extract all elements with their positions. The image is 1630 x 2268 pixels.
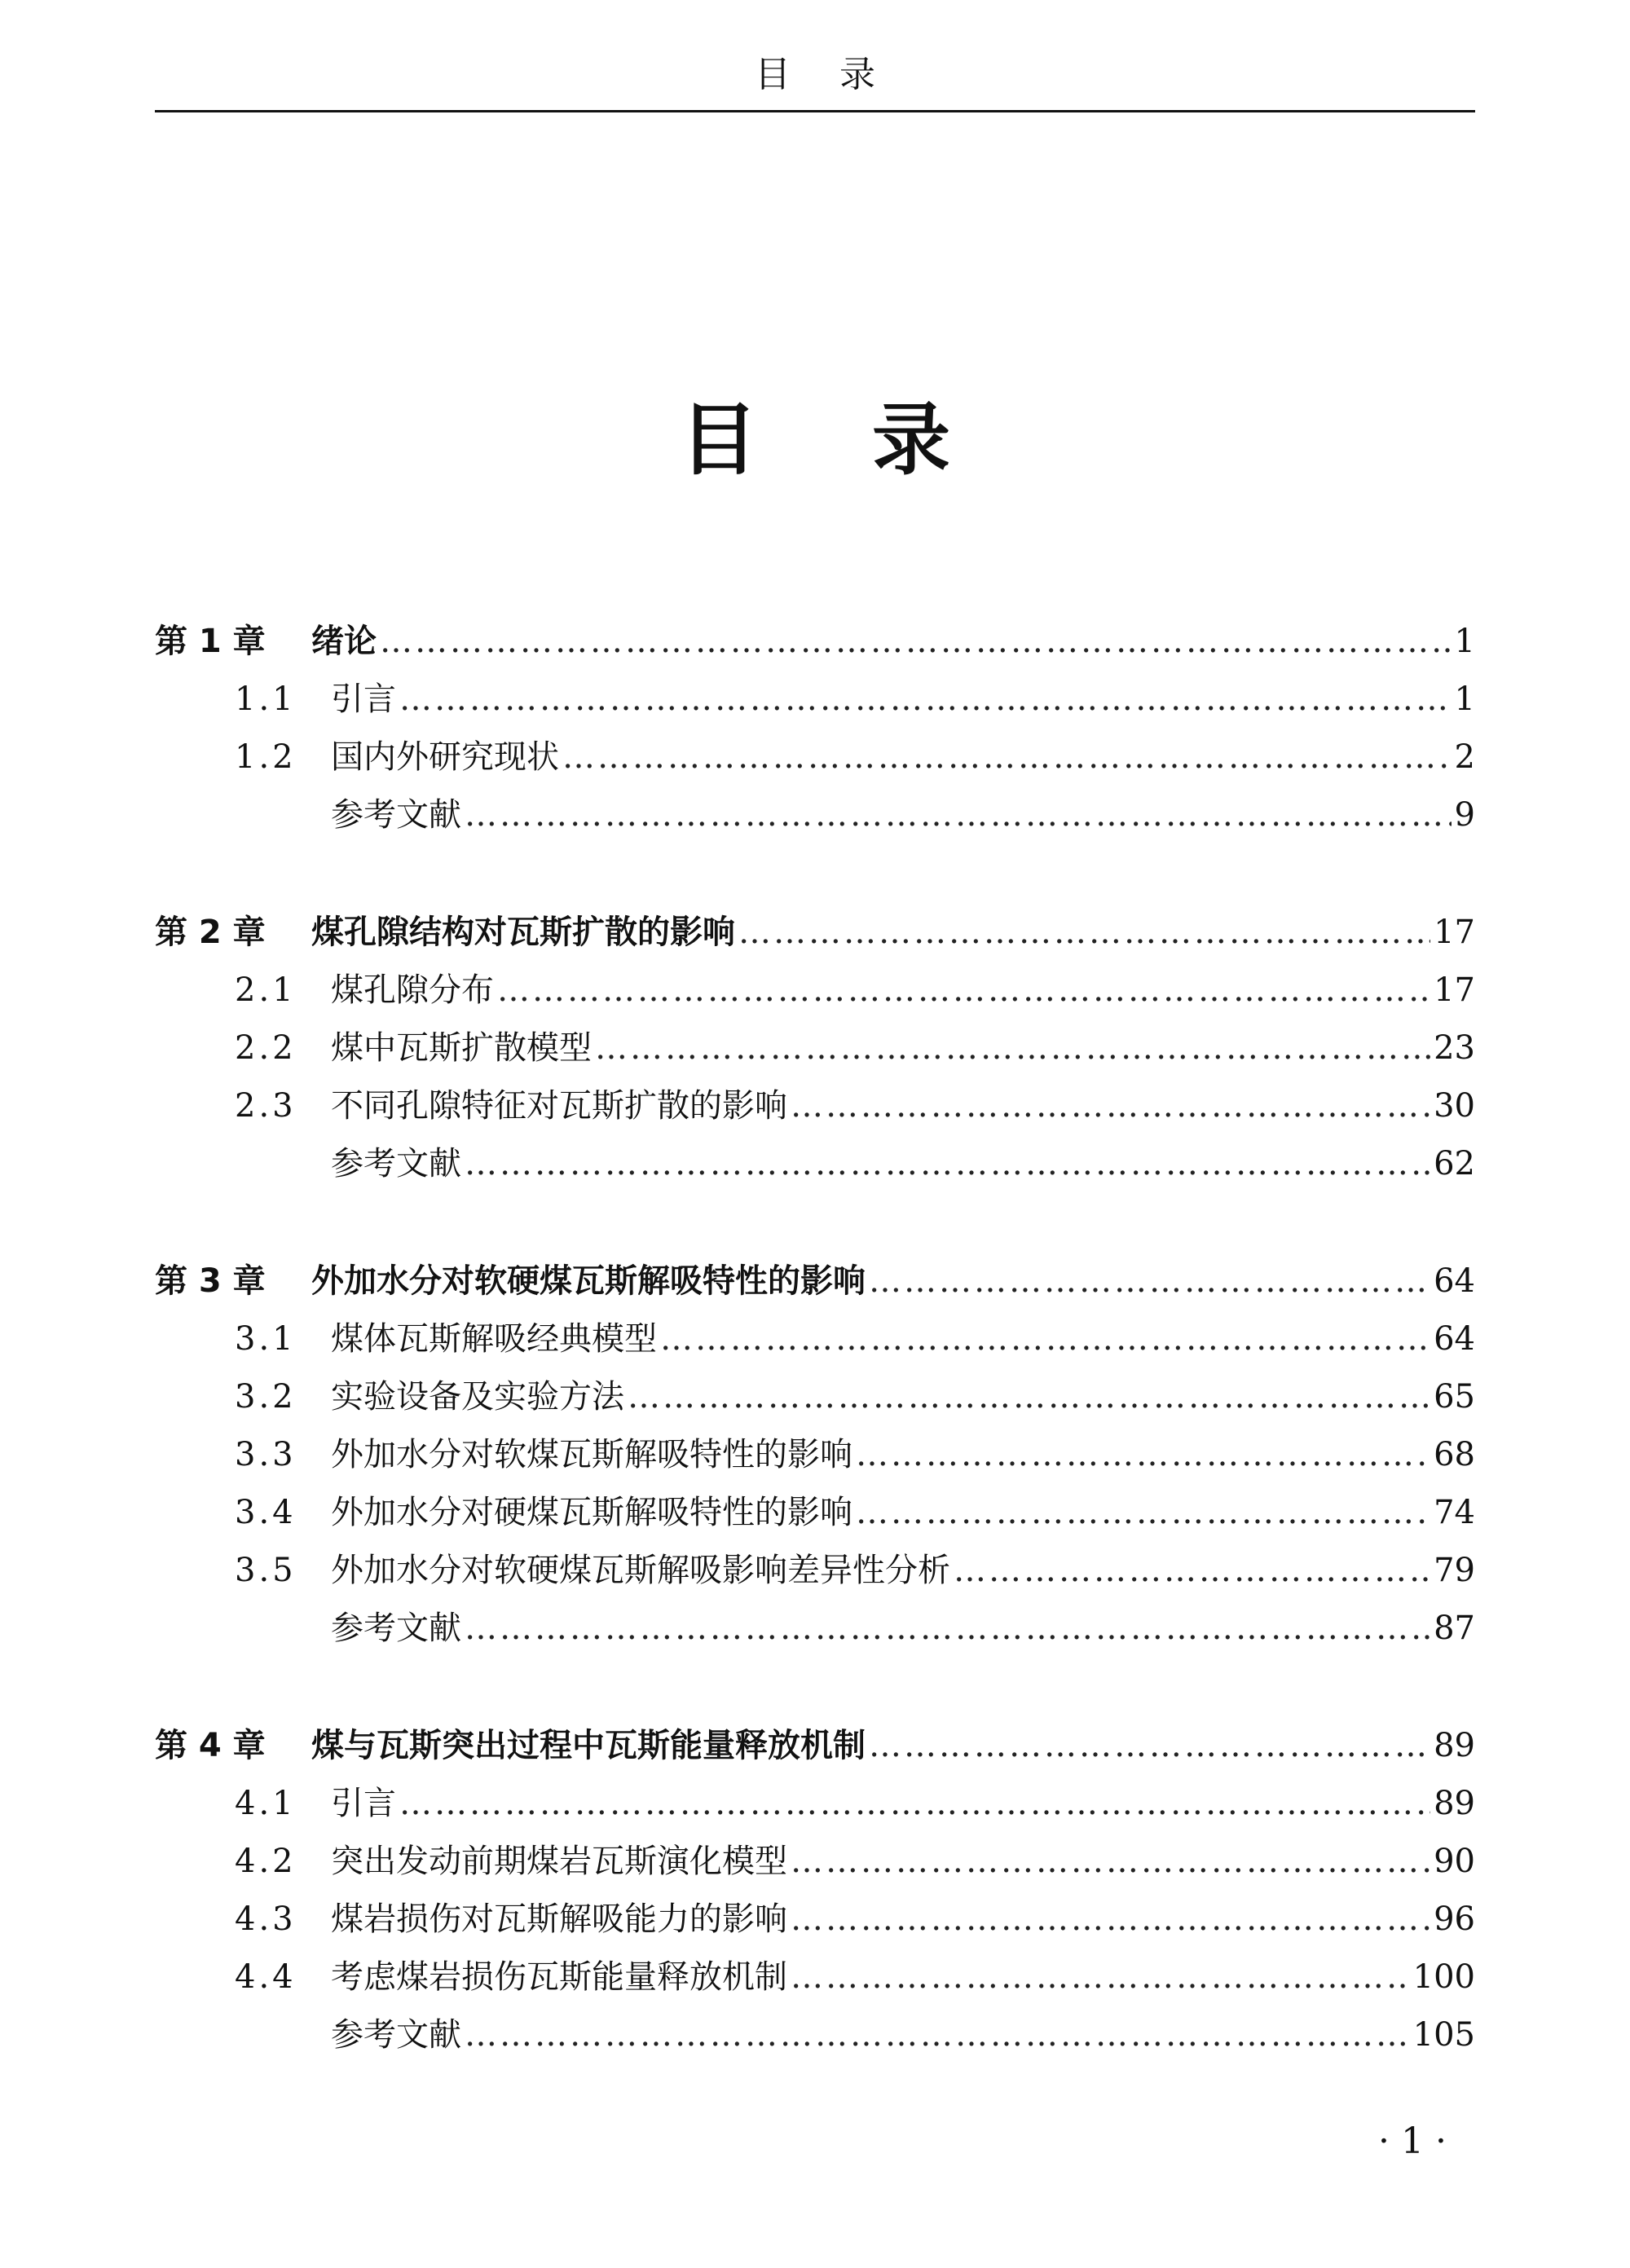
toc-section-entry-title: 煤孔隙分布 xyxy=(331,971,494,1009)
page-number: · 1 · xyxy=(1378,2120,1447,2162)
toc-section-entry-title: 参考文献 xyxy=(331,796,461,834)
leader-dots xyxy=(497,962,1430,1019)
toc-section-entry-page-number: 87 xyxy=(1434,1610,1475,1647)
toc-section-entry-number: 2.1 xyxy=(235,971,297,1009)
leader-dots xyxy=(869,1717,1430,1775)
table-of-contents xyxy=(155,613,1475,2124)
toc-section-entry-number: 4.2 xyxy=(235,1843,297,1880)
leader-dots xyxy=(791,1949,1410,2006)
toc-section-entry[interactable] xyxy=(155,1891,1475,1949)
toc-section-entry-page-number: 1 xyxy=(1454,680,1475,718)
toc-section-entry-number: 2.3 xyxy=(235,1087,297,1125)
toc-chapter-entry-page-number: 1 xyxy=(1454,623,1475,660)
toc-section-entry-title: 参考文献 xyxy=(331,1610,461,1647)
toc-section-entry[interactable] xyxy=(155,1600,1475,1658)
toc-section-entry-page-number: 79 xyxy=(1434,1552,1475,1589)
running-header: 目录 xyxy=(755,54,924,95)
leader-dots xyxy=(791,1891,1430,1949)
toc-section-entry-title: 实验设备及实验方法 xyxy=(331,1378,624,1416)
leader-dots xyxy=(399,1775,1430,1833)
leader-dots xyxy=(869,1253,1430,1310)
toc-section-entry-title: 外加水分对硬煤瓦斯解吸特性的影响 xyxy=(331,1494,852,1531)
toc-section-entry-title: 煤中瓦斯扩散模型 xyxy=(331,1029,592,1067)
toc-section-entry-page-number: 89 xyxy=(1434,1785,1475,1822)
toc-chapter-entry[interactable] xyxy=(155,1717,1475,1775)
toc-chapter-entry-page-number: 64 xyxy=(1434,1262,1475,1300)
toc-section-entry[interactable] xyxy=(155,2006,1475,2064)
leader-dots xyxy=(399,671,1452,729)
toc-chapter-group xyxy=(155,904,1475,1193)
toc-section-entry-number: 4.4 xyxy=(235,1958,297,1996)
toc-section-entry-page-number: 30 xyxy=(1434,1087,1475,1125)
toc-section-entry[interactable] xyxy=(155,1310,1475,1368)
leader-dots xyxy=(791,1077,1430,1135)
toc-chapter-entry-number: 第 3 章 xyxy=(155,1262,266,1300)
toc-section-entry-title: 引言 xyxy=(331,680,396,718)
leader-dots xyxy=(856,1484,1430,1542)
leader-dots xyxy=(856,1426,1430,1484)
toc-section-entry-page-number: 62 xyxy=(1434,1145,1475,1182)
toc-chapter-entry-page-number: 17 xyxy=(1434,914,1475,951)
toc-section-entry-page-number: 74 xyxy=(1434,1494,1475,1531)
toc-section-entry-page-number: 17 xyxy=(1434,971,1475,1009)
toc-chapter-entry-title: 煤孔隙结构对瓦斯扩散的影响 xyxy=(311,914,735,951)
leader-dots xyxy=(595,1019,1430,1077)
toc-section-entry-number: 3.1 xyxy=(235,1320,297,1358)
toc-chapter-entry-page-number: 89 xyxy=(1434,1727,1475,1764)
toc-chapter-entry-title: 煤与瓦斯突出过程中瓦斯能量释放机制 xyxy=(311,1727,866,1764)
header-rule xyxy=(155,110,1475,112)
toc-section-entry-page-number: 2 xyxy=(1454,738,1475,776)
toc-section-entry-page-number: 68 xyxy=(1434,1436,1475,1473)
toc-section-entry-page-number: 96 xyxy=(1434,1900,1475,1938)
toc-chapter-group xyxy=(155,613,1475,844)
toc-section-entry[interactable] xyxy=(155,1135,1475,1193)
toc-section-entry-number: 4.3 xyxy=(235,1900,297,1938)
toc-section-entry[interactable] xyxy=(155,1484,1475,1542)
toc-section-entry-title: 国内外研究现状 xyxy=(331,738,559,776)
toc-section-entry[interactable] xyxy=(155,786,1475,844)
leader-dots xyxy=(954,1542,1430,1600)
leader-dots xyxy=(738,904,1430,962)
toc-chapter-entry-number: 第 4 章 xyxy=(155,1727,266,1764)
leader-dots xyxy=(465,1135,1430,1193)
toc-section-entry-title: 突出发动前期煤岩瓦斯演化模型 xyxy=(331,1843,787,1880)
toc-chapter-entry-title: 绪论 xyxy=(311,623,377,660)
toc-section-entry-number: 1.2 xyxy=(235,738,297,776)
toc-section-entry-title: 外加水分对软煤瓦斯解吸特性的影响 xyxy=(331,1436,852,1473)
toc-section-entry-title: 煤岩损伤对瓦斯解吸能力的影响 xyxy=(331,1900,787,1938)
toc-section-entry-page-number: 64 xyxy=(1434,1320,1475,1358)
toc-section-entry-page-number: 105 xyxy=(1412,2016,1475,2054)
toc-chapter-entry[interactable] xyxy=(155,904,1475,962)
toc-section-entry-page-number: 65 xyxy=(1434,1378,1475,1416)
toc-section-entry-number: 3.2 xyxy=(235,1378,297,1416)
toc-chapter-group xyxy=(155,1717,1475,2064)
toc-section-entry-number: 1.1 xyxy=(235,680,297,718)
toc-section-entry[interactable] xyxy=(155,729,1475,786)
toc-chapter-entry-number: 第 2 章 xyxy=(155,914,266,951)
toc-section-entry[interactable] xyxy=(155,1368,1475,1426)
leader-dots xyxy=(660,1310,1430,1368)
toc-section-entry[interactable] xyxy=(155,671,1475,729)
toc-section-entry-page-number: 100 xyxy=(1412,1958,1475,1996)
leader-dots xyxy=(465,1600,1430,1658)
toc-section-entry[interactable] xyxy=(155,1949,1475,2006)
toc-section-entry-title: 煤体瓦斯解吸经典模型 xyxy=(331,1320,657,1358)
toc-section-entry[interactable] xyxy=(155,1833,1475,1891)
toc-section-entry-title: 考虑煤岩损伤瓦斯能量释放机制 xyxy=(331,1958,787,1996)
toc-section-entry-page-number: 90 xyxy=(1434,1843,1475,1880)
toc-chapter-entry[interactable] xyxy=(155,1253,1475,1310)
leader-dots xyxy=(562,729,1452,786)
toc-section-entry-number: 2.2 xyxy=(235,1029,297,1067)
toc-chapter-group xyxy=(155,1253,1475,1658)
leader-dots xyxy=(380,613,1452,671)
toc-section-entry-number: 3.4 xyxy=(235,1494,297,1531)
leader-dots xyxy=(628,1368,1430,1426)
leader-dots xyxy=(465,2006,1410,2064)
toc-section-entry[interactable] xyxy=(155,1775,1475,1833)
toc-section-entry[interactable] xyxy=(155,1426,1475,1484)
toc-section-entry[interactable] xyxy=(155,1077,1475,1135)
toc-section-entry-page-number: 23 xyxy=(1434,1029,1475,1067)
toc-section-entry-number: 3.5 xyxy=(235,1552,297,1589)
leader-dots xyxy=(791,1833,1430,1891)
toc-section-entry-title: 引言 xyxy=(331,1785,396,1822)
toc-section-entry-number: 4.1 xyxy=(235,1785,297,1822)
toc-chapter-entry-title: 外加水分对软硬煤瓦斯解吸特性的影响 xyxy=(311,1262,866,1300)
toc-section-entry-title: 参考文献 xyxy=(331,2016,461,2054)
toc-section-entry-page-number: 9 xyxy=(1454,796,1475,834)
toc-section-entry[interactable] xyxy=(155,962,1475,1019)
toc-chapter-entry-number: 第 1 章 xyxy=(155,623,266,660)
toc-title: 目录 xyxy=(680,394,1064,486)
toc-section-entry-title: 参考文献 xyxy=(331,1145,461,1182)
leader-dots xyxy=(465,786,1452,844)
toc-section-entry-title: 外加水分对软硬煤瓦斯解吸影响差异性分析 xyxy=(331,1552,950,1589)
toc-section-entry-title: 不同孔隙特征对瓦斯扩散的影响 xyxy=(331,1087,787,1125)
toc-section-entry[interactable] xyxy=(155,1542,1475,1600)
toc-section-entry[interactable] xyxy=(155,1019,1475,1077)
toc-chapter-entry[interactable] xyxy=(155,613,1475,671)
toc-section-entry-number: 3.3 xyxy=(235,1436,297,1473)
